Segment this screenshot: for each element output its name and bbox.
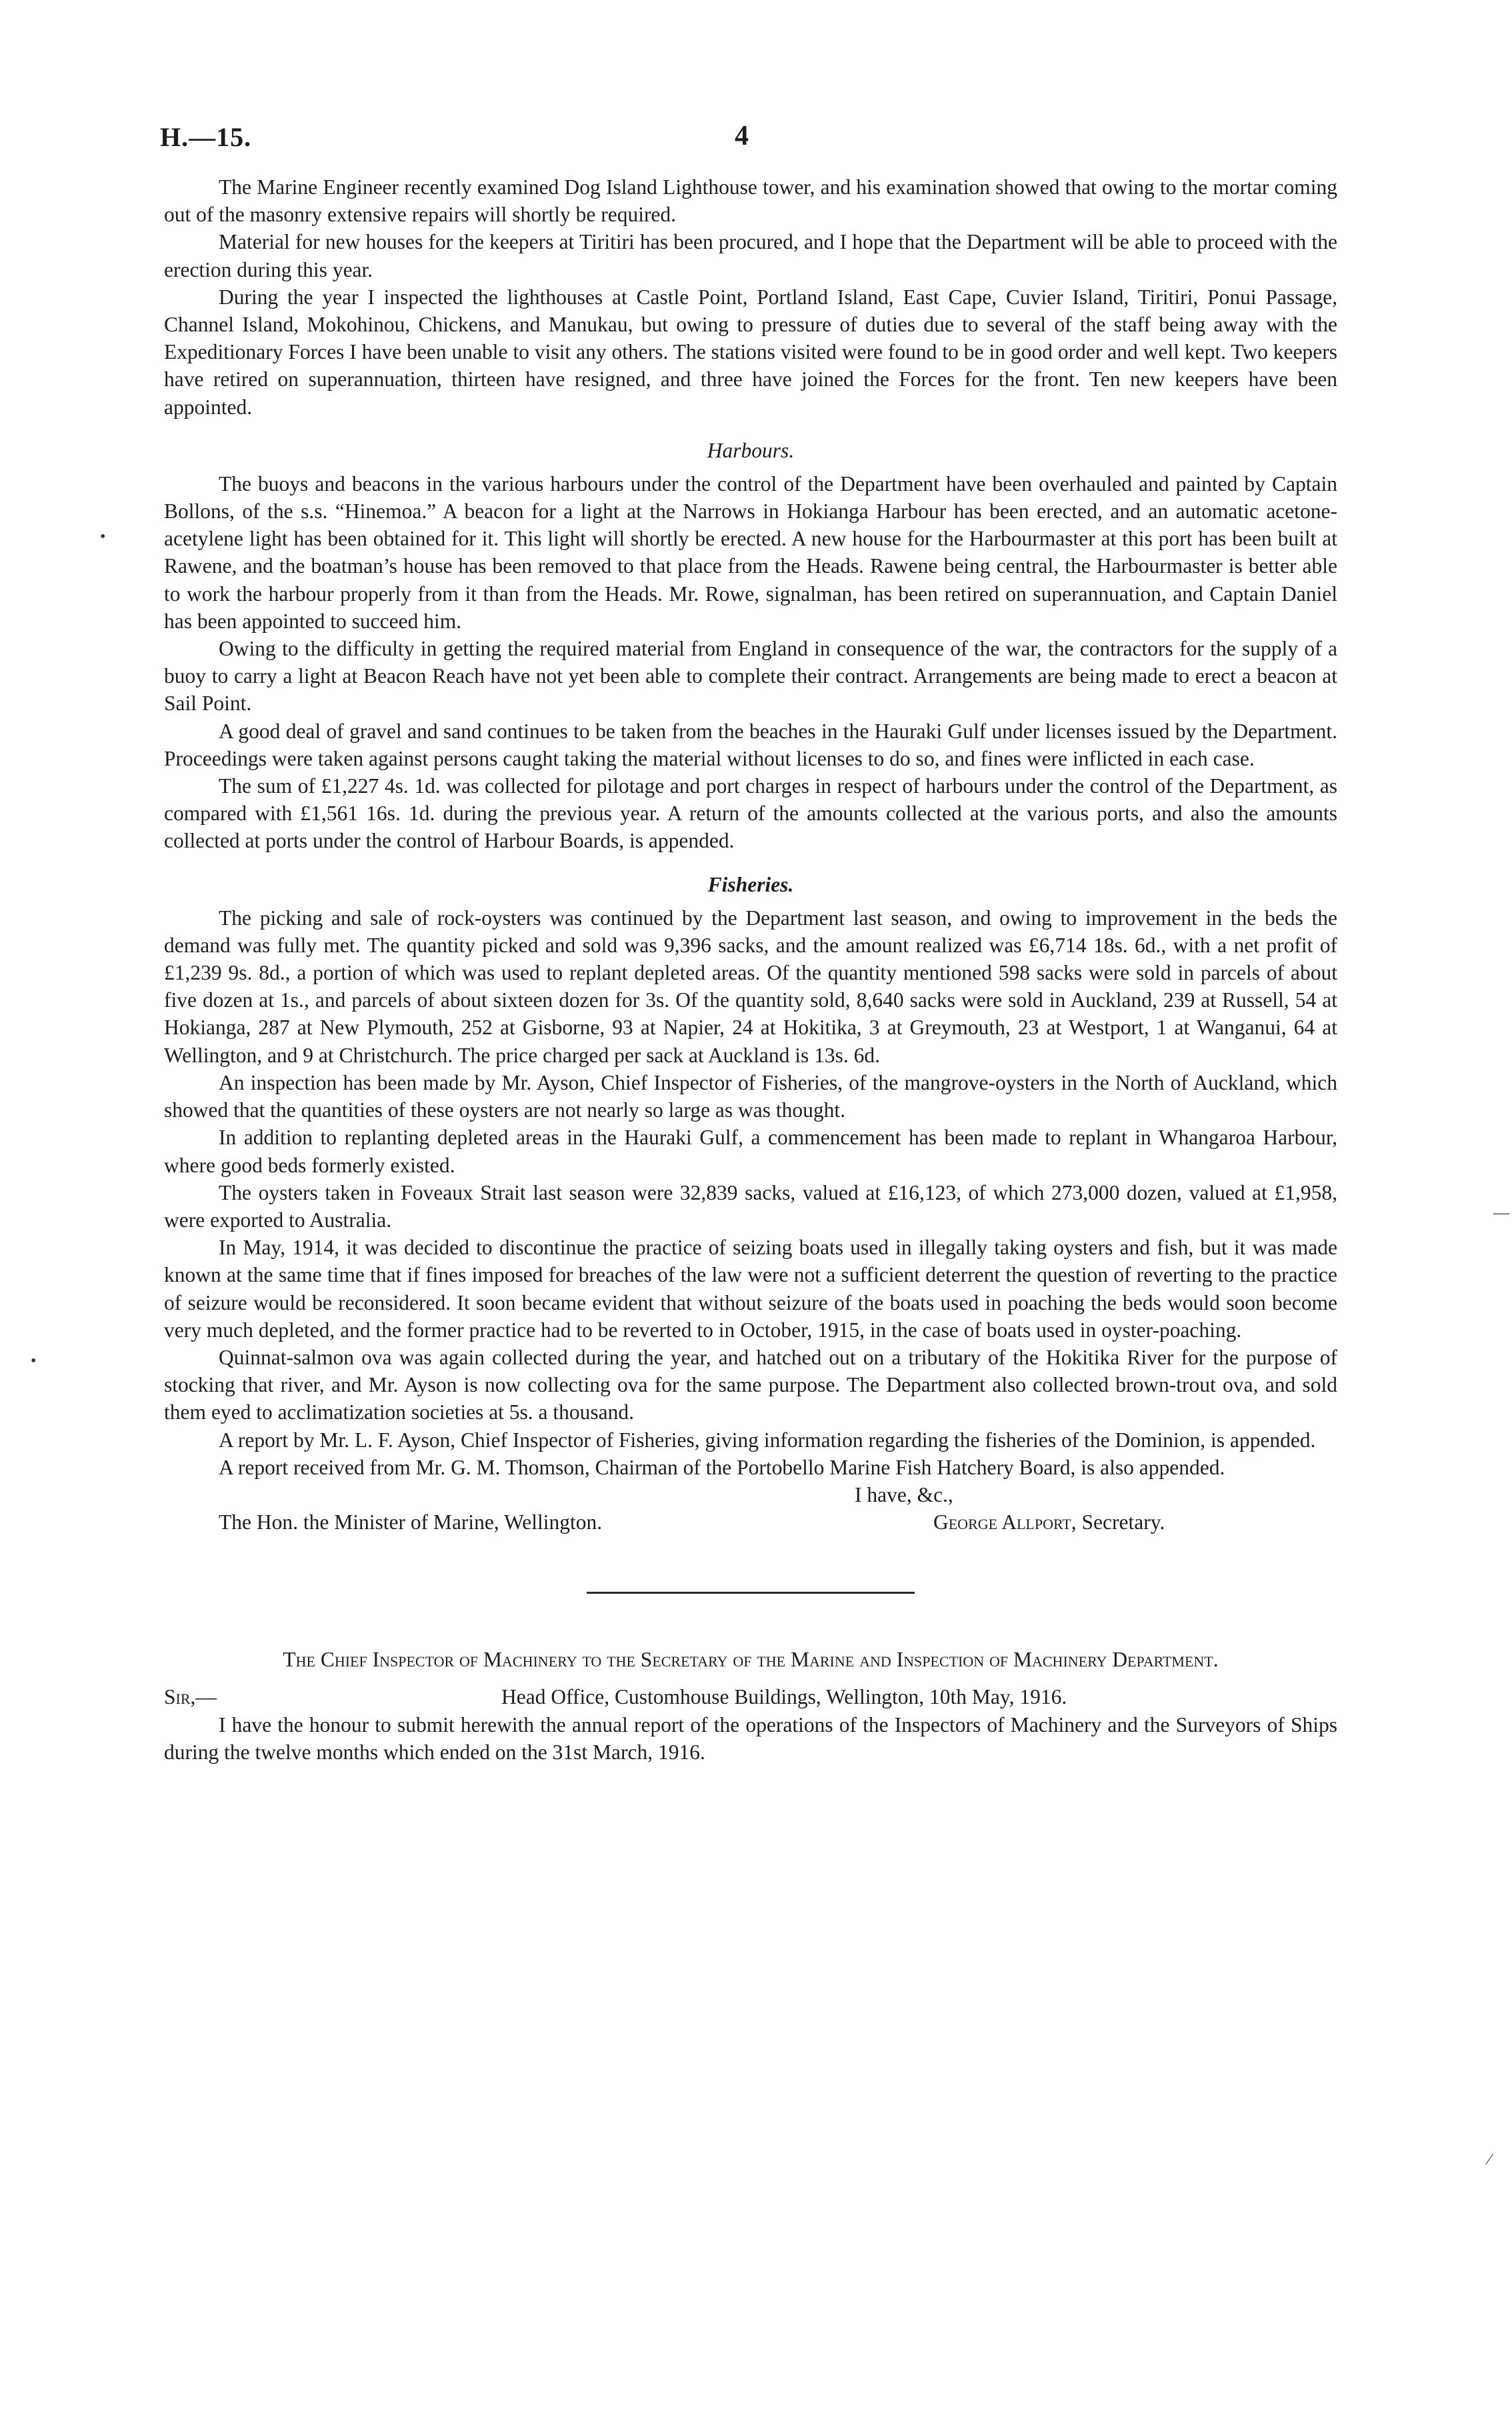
salutation: Sir,— [164,1684,217,1708]
paragraph: The sum of £1,227 4s. 1d. was collected for pilotage and port charges in respect of harbours under the control of the Department, as compared with £1,561 16s. 1d. during the previous year. A return of the amounts collected at the various ports, and also the amounts collected at ports under the control of Harbour Boards, is appended. [164,774,1337,853]
paragraph: A report received from Mr. G. M. Thomson, Chairman of the Portobello Marine Fish Hatchery Board, is also appended. [219,1455,1225,1479]
letter-heading: The Chief Inspector of Machinery to the Secretary of the Marine and Inspection of Machinery Department. [283,1647,1219,1671]
paragraph: The picking and sale of rock-oysters was continued by the Department last season, and owing to improvement in the beds the demand was fully met. The quantity picked and sold was 9,396 sacks, and the amount realized was £6,714 18s. 6d., with a net profit of £1,239 9s. 8d., a portion of which was used to replant depleted areas. Of the quantity mentioned 598 sacks were sold in parcels of about five dozen at 1s., and parcels of about sixteen dozen for 3s. Of the quantity sold, 8,640 sacks were sold in Auckland, 239 at Russell, 54 at Hokianga, 287 at New Plymouth, 252 at Gisborne, 93 at Napier, 24 at Hokitika, 3 at Greymouth, 23 at Westport, 1 at Wanganui, 64 at Wellington, and 9 at Christchurch. The price charged per sack at Auckland is 13s. 6d. [164,906,1337,1067]
signature-name: George Allport [933,1510,1071,1534]
paragraph: A report by Mr. L. F. Ayson, Chief Inspector of Fisheries, giving information regarding the fisheries of the Dominion, is appended. [219,1428,1316,1452]
report-reference: H.—15. [160,122,252,152]
paragraph: Owing to the difficulty in getting the required material from England in consequence of the war, the contractors for the supply of a buoy to carry a light at Beacon Reach have not yet been able to complete their contract. Arrangements are being made to erect a beacon at Sail Point. [164,637,1337,716]
lighthouse-section [164,173,1337,421]
salutation-row [164,1683,1337,1711]
paragraph: Material for new houses for the keepers at Tiritiri has been procured, and I hope that the Department will be able to proceed with the erection during this year. [164,230,1337,281]
section-heading-fisheries: Fisheries. [707,872,794,896]
margin-dot: • [100,528,106,545]
addressee: The Hon. the Minister of Marine, Wellington. [219,1510,603,1534]
machinery-letter [164,1646,1337,1766]
section-heading-harbours: Harbours. [707,438,795,462]
margin-mark: — [1493,1204,1509,1222]
signature-title: , Secretary. [1071,1510,1165,1534]
margin-mark: ⁄ [1488,2151,1491,2169]
page-number: 4 [735,121,749,151]
paragraph: In May, 1914, it was decided to discontinue the practice of seizing boats used in illegally taking oysters and fish, but it was made known at the same time that if fines imposed for breaches of the law were not a sufficient deterrent the question of reverting to the practice of seizure would be reconsidered. It soon became evident that without seizure of the boats used in poaching the beds would soon become very much depleted, and the former practice had to be reverted to in October, 1915, in the case of boats used in oyster-poaching. [164,1236,1337,1342]
letter-body: I have the honour to submit herewith the annual report of the operations of the Inspectors of Machinery and the Surveyors of Ships during the twelve months which ended on the 31st March, 1916. [164,1712,1337,1764]
paragraph: An inspection has been made by Mr. Ayson, Chief Inspector of Fisheries, of the mangrove-oysters in the North of Auckland, which showed that the quantities of these oysters are not nearly so large as was thought. [164,1070,1337,1122]
section-divider [587,1592,915,1594]
paragraph: Quinnat-salmon ova was again collected during the year, and hatched out on a tributary of the Hokitika River for the purpose of stocking that river, and Mr. Ayson is now collecting ova for the same purpose. The Department also collected brown-trout ova, and sold them eyed to acclimatization societies at 5s. a thousand. [164,1345,1337,1424]
paragraph: A good deal of gravel and sand continues to be taken from the beaches in the Hauraki Gulf under licenses issued by the Department. Proceedings were taken against persons caught taking the material without licenses to do so, and fines were inflicted in each case. [164,719,1337,770]
closing-formula: I have, &c., [855,1482,953,1506]
document-page [160,113,1337,1766]
letter-address-date: Head Office, Customhouse Buildings, Wellington, 10th May, 1916. [501,1684,1067,1708]
signature [933,1508,1165,1536]
margin-dot: • [31,1352,37,1370]
fisheries-section [164,871,1337,1536]
paragraph: During the year I inspected the lighthouses at Castle Point, Portland Island, East Cape, Cuvier Island, Tiritiri, Ponui Passage, Channel Island, Mokohinou, Chickens, and Manukau, but owing to pressure of duties due to several of the staff being away with the Expeditionary Forces I have been unable to visit any others. The stations visited were found to be in good order and well kept. Two keepers have retired on superannuation, thirteen have resigned, and three have joined the Forces for the front. Ten new keepers have been appointed. [164,285,1337,419]
closing-row [164,1481,1337,1508]
signature-row [164,1508,1337,1536]
page-header [160,113,1337,173]
harbours-section [164,437,1337,855]
paragraph: The buoys and beacons in the various harbours under the control of the Department have been overhauled and painted by Captain Bollons, of the s.s. “Hinemoa.” A beacon for a light at the Narrows in Hokianga Harbour has been erected, and an automatic acetone-acetylene light has been obtained for it. This light will shortly be erected. A new house for the Harbourmaster at this port has been built at Rawene, and the boatman’s house has been removed to that place from the Heads. Rawene being central, the Harbourmaster is better able to work the harbour properly from it than from the Heads. Mr. Rowe, signalman, has been retired on superannuation, and Captain Daniel has been appointed to succeed him. [164,471,1337,633]
paragraph: In addition to replanting depleted areas in the Hauraki Gulf, a commencement has been made to replant in Whangaroa Harbour, where good beds formerly existed. [164,1126,1337,1177]
paragraph: The Marine Engineer recently examined Dog Island Lighthouse tower, and his examination showed that owing to the mortar coming out of the masonry extensive repairs will shortly be required. [164,175,1337,227]
paragraph: The oysters taken in Foveaux Strait last season were 32,839 sacks, valued at £16,123, of which 273,000 dozen, valued at £1,958, were exported to Australia. [164,1180,1337,1232]
